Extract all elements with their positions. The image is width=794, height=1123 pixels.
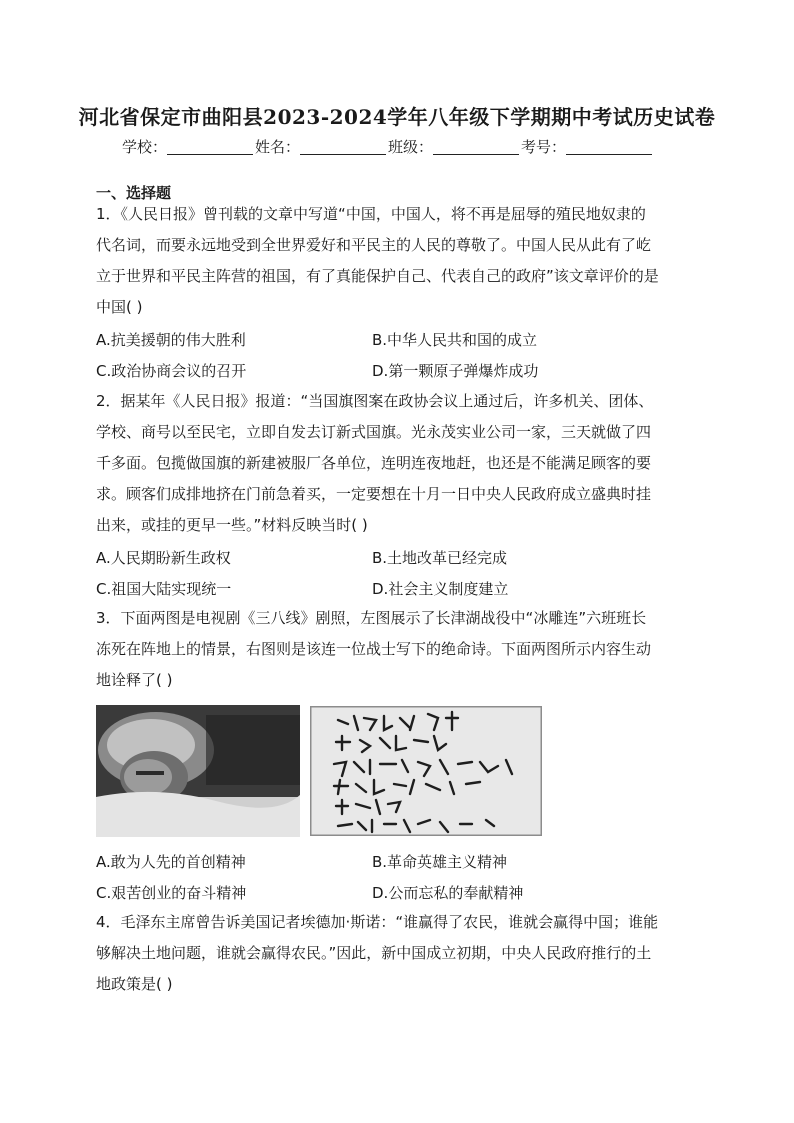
q2-option-b[interactable]: B.土地改革已经完成 [372,549,508,567]
question-line: 代名词，而要永远地受到全世界爱好和平民主的人民的尊敬了。中国人民从此有了屹 [96,236,652,254]
question-2-stem [96,386,701,541]
question-line: 地政策是( ) [96,975,173,993]
question-line: 立于世界和平民主阵营的祖国，有了真能保护自己、代表自己的政府”该文章评价的是 [96,267,659,285]
q1-option-d[interactable]: D.第一颗原子弹爆炸成功 [372,362,539,380]
q2-option-d[interactable]: D.社会主义制度建立 [372,580,509,598]
question-line: 冻死在阵地上的情景，右图则是该连一位战士写下的绝命诗。下面两图所示内容生动 [96,640,652,658]
question-line: 中国( ) [96,298,143,316]
question-line: 千多面。包揽做国旗的新建被服厂各单位，连明连夜地赶，也还是不能满足顾客的要 [96,454,652,472]
question-4-stem [96,907,701,1000]
question-3-stem [96,603,701,696]
soldier-photo [96,705,300,837]
question-line: 2．据某年《人民日报》报道：“当国旗图案在政协会议上通过后，许多机关、团体、 [96,392,654,410]
q2-option-a[interactable]: A.人民期盼新生政权 [96,549,231,567]
q2-option-c[interactable]: C.祖国大陆实现统一 [96,580,232,598]
question-line: 够解决土地问题，谁就会赢得农民。”因此，新中国成立初期，中央人民政府推行的土 [96,944,652,962]
q3-option-a[interactable]: A.敢为人先的首创精神 [96,853,246,871]
poem-manuscript-photo [310,706,542,836]
q3-option-d[interactable]: D.公而忘私的奉献精神 [372,884,524,902]
exam-title: 河北省保定市曲阳县2023-2024学年八年级下学期期中考试历史试卷 [78,105,716,129]
q1-option-b[interactable]: B.中华人民共和国的成立 [372,331,538,349]
q1-option-a[interactable]: A.抗美援朝的伟大胜利 [96,331,246,349]
name-blank[interactable] [300,140,386,155]
question-line: 3．下面两图是电视剧《三八线》剧照，左图展示了长津湖战役中“冰雕连”六班班长 [96,609,647,627]
q3-option-b[interactable]: B.革命英雄主义精神 [372,853,508,871]
question-line: 4．毛泽东主席曾告诉美国记者埃德加·斯诺：“谁赢得了农民，谁就会赢得中国；谁能 [96,913,659,931]
poem-manuscript-drawing [310,706,542,836]
question-1-stem [96,199,701,323]
school-label: 学校： [122,138,168,156]
question-line: 求。顾客们成排地挤在门前急着买，一定要想在十月一日中央人民政府成立盛典时挂 [96,485,652,503]
q1-option-c[interactable]: C.政治协商会议的召开 [96,362,247,380]
school-blank[interactable] [167,140,253,155]
question-line: 学校、商号以至民宅，立即自发去订新式国旗。光永茂实业公司一家，三天就做了四 [96,423,652,441]
student-info-row [122,136,654,157]
question-line: 出来，或挂的更早一些。”材料反映当时( ) [96,516,368,534]
q3-option-c[interactable]: C.艰苦创业的奋斗精神 [96,884,247,902]
exam-no-label: 考号： [521,138,567,156]
class-blank[interactable] [433,140,519,155]
section-title: 一、选择题 [96,184,172,202]
soldier-photo-drawing [96,705,300,837]
exam-no-blank[interactable] [566,140,652,155]
name-label: 姓名： [255,138,301,156]
question-line: 1．《人民日报》曾刊载的文章中写道“中国，中国人，将不再是屈辱的殖民地奴隶的 [96,205,646,223]
class-label: 班级： [388,138,434,156]
question-line: 地诠释了( ) [96,671,173,689]
